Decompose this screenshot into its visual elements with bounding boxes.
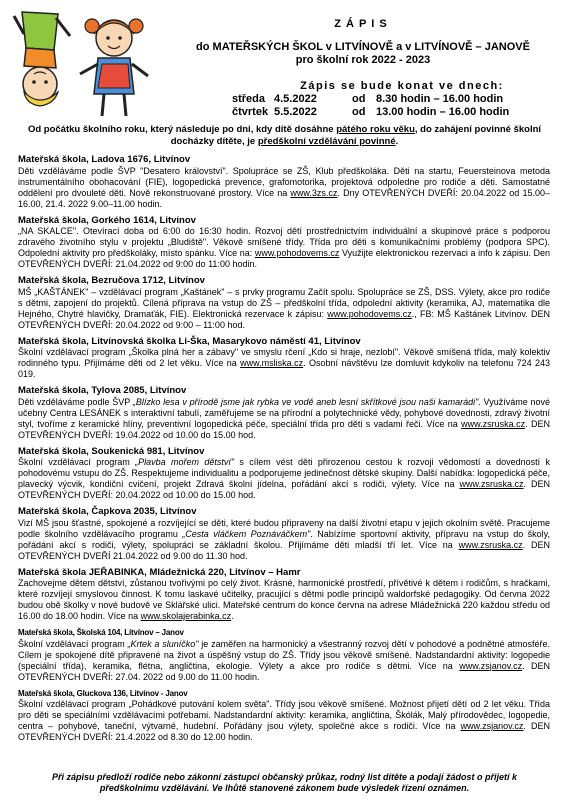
description-text: . Využíváme nové učebny Centra LESÁNEK s interaktivní tabulí, zaměřujeme se na přírodní a polytechnické vědy, pohybové dovednosti, zdravý životní styl, tvoříme z keramické hlíny, preventivní logopedická péče, speciální třída pro děti s vadami řeči. Více na (18, 396, 550, 429)
school-name: Mateřská škola, Gorkého 1614, Litvínov (18, 214, 196, 226)
description-text: Školní vzdělávací program „Školka plná her a zábavy" ve smyslu rčení „Kdo si hraje, nezlobí". Věkově smíšená třída, malý kolektiv rodinného typu. Přijímáme děti od 2 let věku. Více na (18, 347, 550, 368)
school-entry (18, 336, 550, 381)
enrollment-from: od (352, 106, 366, 118)
school-description (18, 457, 550, 501)
school-entry (18, 215, 550, 271)
enrollment-dates (232, 80, 562, 119)
school-name: Mateřská škola JEŘABINKA, Mládežnická 220, Litvínov – Hamr (18, 566, 301, 578)
school-description (18, 287, 550, 331)
enrollment-heading: Zápis se bude konat ve dnech: (300, 80, 504, 92)
description-text: . Osobní návštěvu lze domluvit kdykoliv na telefonu 724 243 019. (18, 358, 550, 379)
program-name: „Cesta vláčkem Poznáváčkem" (182, 528, 311, 539)
description-text: Děti vzděláváme podle ŠVP "Desatero království". Spolupráce se ZŠ, Klub předškoláka. Děti na startu, Feuersteinova metoda instrumentálního obohacování (FIE), logopedická prevence, grafomotorika, projektová odpoledne pro rodiče a děti. Samostatné oddělení pro dvouleté děti. Nově rekonstruované prostory. Více na (18, 165, 550, 198)
school-name: Mateřská škola, Soukenická 981, Litvínov (18, 445, 205, 457)
description-text: . Nabízíme sportovní aktivity, přípravu na vstup do školy, pořádání akcí s rodiči, výlety, spolupráci se základní školou. Přijímáme děti mladší tří let. Více na (18, 528, 550, 550)
school-entry (18, 567, 550, 623)
school-description (18, 397, 550, 441)
enrollment-from: od (352, 93, 366, 105)
program-name: „Plavba mořem dětství" (135, 457, 235, 467)
school-description (18, 347, 550, 380)
school-description (18, 699, 550, 743)
description-text: . DEN OTEVŘENÝCH DVEŘÍ 21.04.2022 od 9.00 do 11.30 hod. (18, 539, 550, 561)
description-text: „NA SKALCE". Otevírací doba od 6:00 do 16:30 hodin. Rozvoj dětí prostřednictvím individuální a skupinové práce s podporou zdravého životního stylu v projektu „Bludiště". Věkově smíšené třídy. Třída pro děti s komunikačními problémy (podpora SPC). Odpolední aktivity pro předškoláky, místo spánku. Více na: (18, 226, 550, 258)
intro-notice (22, 124, 547, 148)
description-text: Děti vzděláváme podle ŠVP (18, 396, 133, 407)
school-entry (18, 506, 550, 562)
description-text: Školní vzdělávací program (18, 457, 136, 467)
website-link[interactable]: www.pohodovems.cz (254, 248, 340, 258)
enrollment-day: středa (232, 93, 266, 105)
school-description (18, 639, 550, 683)
description-text: je zaměřen na harmonický a všestranný rozvoj dětí v pohodové a podnětné atmosféře. Cílem je spokojené dítě připravené na život a úspěšný vstup do ZŠ. Třídy jsou věkově smíšené. Nadstandardní aktivity: logopedie (speciální třída), keramika, flétna, angličtina, ekologie. Výlety a akce pro rodiče s dětmi. Více na (18, 638, 550, 671)
description-text: . DEN OTEVŘENÝCH DVEŘÍ: 19.04.2022 od 10.00 do 15.00 hod. (18, 418, 550, 440)
enrollment-day: čtvrtek (232, 106, 269, 118)
subtitle-line-1: do MATEŘSKÝCH ŠKOL v LITVÍNOVĚ a v LITVÍNOVĚ – JANOVĚ (196, 41, 530, 53)
enrollment-time: 8.30 hodin – 16.00 hodin (376, 93, 504, 105)
description-text: Školní vzdělávací program (18, 638, 128, 649)
website-link[interactable]: www.zsruska.cz (461, 418, 526, 429)
school-name: Mateřská škola, Gluckova 136, Litvínov - Janov (18, 688, 188, 698)
description-text: Školní vzdělávací program „Pohádkové putování kolem světa". Třídy jsou věkově smíšené. Možnost přijetí dětí od 2 let věku. Třída pro děti se speciálními vzdělávacími potřebami. Nadstandardní aktivity: keramika, angličtina, Škólák, Malý přírodovědec, logopedie, centra – pohybové, taneční, výtvarné, hudební. Pořádány jsou výlety, společné akce s rodiči. Více na (18, 699, 550, 731)
enrollment-date: 5.5.2022 (274, 106, 317, 118)
school-description (18, 226, 550, 270)
website-link[interactable]: www.zsjanov.cz (460, 721, 524, 731)
school-name: Mateřská škola, Ladova 1676, Litvínov (18, 154, 191, 165)
description-text: ., FB: MŠ Kaštánek Litvínov. DEN OTEVŘENÝCH DVEŘÍ: 20.04.2022 od 9:00 – 11:00 hod. (18, 308, 550, 330)
school-entry (18, 385, 550, 441)
description-text: Vizí MŠ jsou šťastné, spokojené a rozvíjející se děti, které budou připraveny na další životní etapu v jejich okolním světě. Pracujeme podle školního vzdělávacího programu (18, 517, 550, 539)
description-text: MŠ „KAŠTÁNEK" – vzdělávací program „Kaštánek" – s prvky programu Začít spolu. Spolupráce se ZŠ, DSS. Výlety, akce pro rodiče s dětmi, zapojení do projektů. Cílená příprava na vstup do ZŠ – předškolní třída, odpolední aktivity (keramika, AJ, matematika dle Hejného, Chytré hlavičky, Dramaťák, FIE). Elektronická rezervace k zápisu: (18, 286, 550, 319)
intro-text: , do zahájení povinné školní docházky dítěte, je (170, 124, 542, 147)
schools-list (18, 154, 550, 748)
description-text: . DEN OTEVŘENÝCH DVEŘÍ: 21.4.2022 od 8.30 do 12.00 hodin. (18, 721, 550, 742)
enrollment-time: 13.00 hodin – 16.00 hodin (376, 106, 510, 118)
website-link[interactable]: www.zsruska.cz (459, 479, 524, 489)
header (168, 18, 558, 67)
description-text: . Dny OTEVŘENÝCH DVEŘÍ: 20.04.2022 od 15.00–16.00, 21.4. 2022 9.00–11.00 hodin. (18, 187, 550, 209)
description-text: Zachovejme dětem dětství, zůstanou tvořivými po celý život. Krásné, harmonické prostředí, přívětivé k dětem i rodičům, s hračkami, které rozvíjejí smyslovou činnost. K tomu laskavé učitelky, pracující s dětmi podle principů waldorfské pedagogiky. Od června 2022 budou obě školky v nové budově ve Sklářské ulici. Mateřské centrum do konce června na adrese Mládežnická 220 každou středu od 16.00 do 18.00 hodin. Více na (18, 578, 550, 621)
intro-text: Od počátku školního roku, který následuje po dni, kdy dítě dosáhne (27, 124, 337, 135)
subtitle-line-2: pro školní rok 2022 - 2023 (295, 54, 431, 66)
description-text: Využijte elektronickou rezervaci a info k zápisu. Den OTEVŘENÝCH DVEŘÍ: 21.04.2022 od 9:00 do 11:00 hodin. (18, 248, 551, 269)
intro-text: . (395, 136, 399, 147)
school-entry (18, 446, 550, 502)
school-name: Mateřská škola, Tylova 2085, Litvínov (18, 385, 187, 396)
website-link[interactable]: www.zsjanov.cz (459, 660, 523, 671)
description-text: . DEN OTEVŘENÝCH DVEŘÍ: 20.04.2022 od 10.00 do 15.00 hod. (18, 479, 550, 500)
school-name: Mateřská škola, Školská 104, Litvínov – Janov (18, 628, 184, 637)
website-link[interactable]: www.pohodovems.cz (327, 308, 412, 319)
page-title: ZÁPIS (334, 18, 392, 30)
website-link[interactable]: www.3zs.cz (290, 187, 338, 198)
school-description (18, 578, 550, 622)
children-illustration (6, 4, 156, 122)
school-name: Mateřská škola, Bezručova 1712, Litvínov (18, 275, 205, 286)
description-text: . (231, 611, 234, 621)
website-link[interactable]: www.zsruska.cz (458, 539, 523, 550)
school-description (18, 518, 550, 562)
website-link[interactable]: www.skolajerabinka.cz (140, 611, 232, 621)
enrollment-row (232, 93, 562, 106)
intro-emphasis: předškolní vzdělávání povinné (257, 136, 396, 147)
footer-note: Při zápisu předloží rodiče nebo zákonní zástupci občanský průkaz, rodný list dítěte a podají žádost o přijetí k předškolnímu vzdělávání. Ve lhůtě stanovené zákonem bude výsledek řízení oznámen. (51, 772, 518, 793)
school-entry (18, 154, 550, 210)
program-name: „Blízko lesa v přírodě jsme jak rybka ve vodě aneb lesní skřítkové jsou naši kamarádi" (132, 396, 479, 407)
school-entry (18, 275, 550, 331)
description-text: s cílem vést děti přirozenou cestou k rozvoji vědomostí a dovedností k pohodovému vstupu do ZŠ. Respektujeme individualitu a podporujeme jedinečnost dětské skupiny. Další nabídka: logopedická péče, plavecký výcvik, kondiční cvičení, projekt Zdravá školní jídelna, pořádání akcí s rodiči, výlety. Více na (18, 457, 550, 489)
enrollment-row (232, 106, 562, 119)
school-name: Mateřská škola, Čapkova 2035, Litvínov (18, 506, 197, 517)
school-description (18, 166, 550, 210)
program-name: „Krtek a sluníčko" (127, 638, 199, 649)
website-link[interactable]: www.msliska.cz (240, 358, 304, 368)
intro-emphasis: pátého roku věku (336, 124, 415, 135)
school-name: Mateřská škola, Litvínovská školka Li-Ška, Masarykovo náměstí 41, Litvínov (18, 335, 361, 347)
description-text: . DEN OTEVŘENÝCH DVEŘÍ: 27.04. 2022 od 9.00 do 11.00 hodin. (18, 660, 550, 682)
enrollment-date: 4.5.2022 (274, 93, 317, 105)
school-entry (18, 627, 550, 683)
school-entry (18, 688, 550, 744)
